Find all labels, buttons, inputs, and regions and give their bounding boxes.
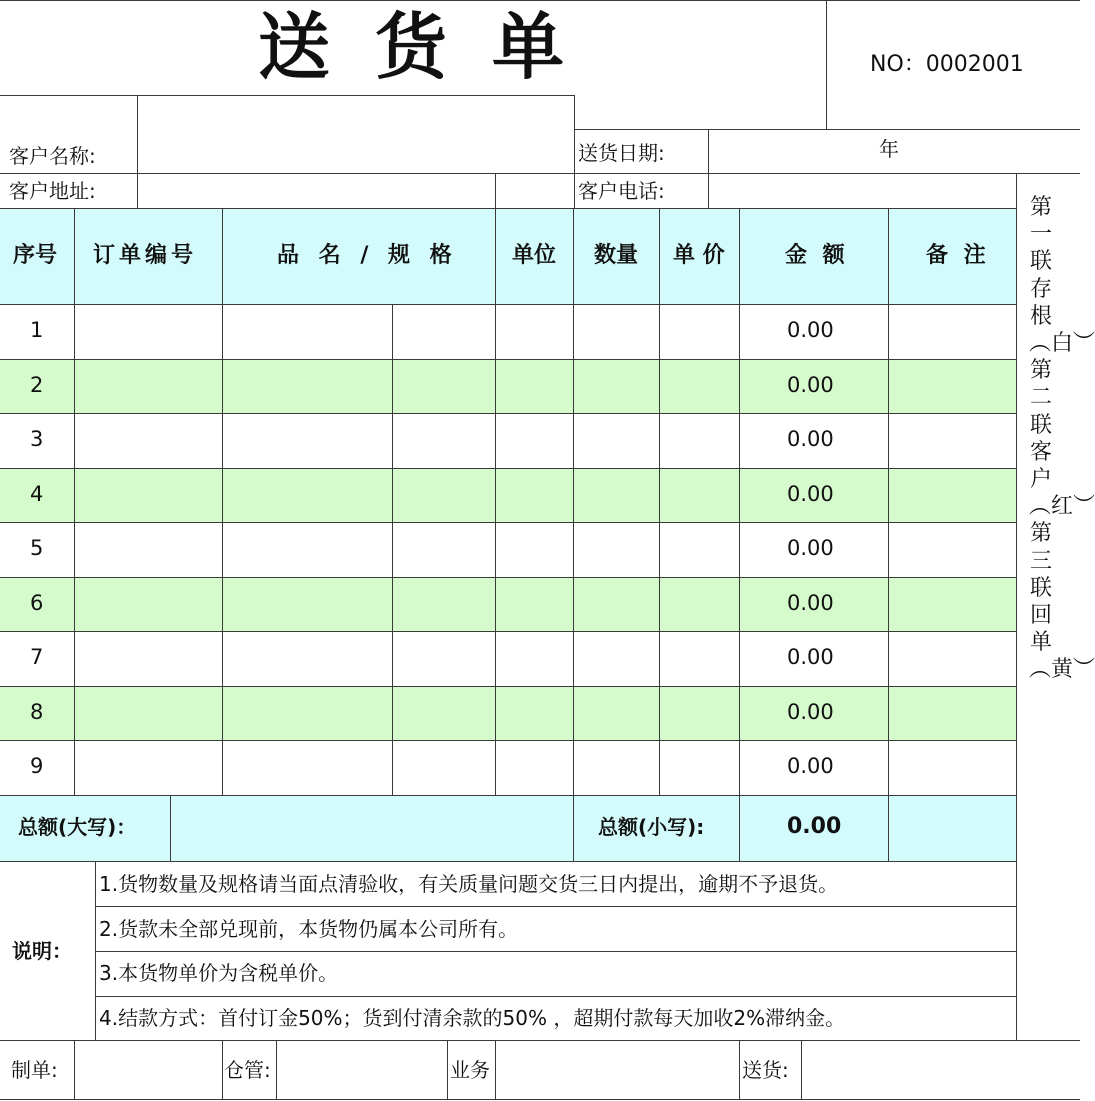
col-header-name-spec: 品 名 / 规 格: [277, 243, 458, 268]
grid-line: [739, 208, 740, 861]
grid-line: [95, 996, 1016, 997]
row-amount: 0.00: [787, 482, 834, 506]
grid-line: [739, 1040, 740, 1099]
row-seq: 1: [30, 318, 44, 342]
total-uppercase-label: 总额(大写)：: [18, 815, 137, 839]
document-title-char: 送: [258, 5, 337, 89]
grid-line: [0, 208, 1016, 209]
col-header-qty: 数量: [594, 243, 639, 268]
note-item: 4.结款方式：首付订金50%；货到付清余款的50% ，超期付款每天加收2%滞纳金。: [99, 1006, 846, 1030]
signature-warehouse-label: 仓管:: [224, 1058, 271, 1082]
row-amount: 0.00: [787, 700, 834, 724]
total-lowercase-label: 总额(小写):: [598, 815, 705, 839]
grid-line: [95, 861, 96, 1040]
col-header-order-no: 订单编号: [93, 243, 198, 268]
col-header-unit: 单位: [512, 243, 557, 268]
total-lowercase-value: 0.00: [787, 814, 842, 839]
copy-distribution-note: 第一联存根︵白︶第二联客户︵红︶第三联回单︵黄︶: [1029, 195, 1095, 683]
grid-line: [0, 577, 1016, 578]
signature-delivery-label: 送货:: [742, 1058, 789, 1082]
grid-line: [0, 413, 1016, 414]
grid-line: [0, 468, 1016, 469]
row-seq: 5: [30, 536, 44, 560]
row-amount: 0.00: [787, 318, 834, 342]
customer-name-label: 客户名称:: [9, 144, 96, 168]
grid-line: [0, 740, 1016, 741]
row-seq: 2: [30, 373, 44, 397]
note-item: 1.货物数量及规格请当面点清验收，有关质量问题交货三日内提出，逾期不予退货。: [99, 872, 839, 896]
grid-line: [222, 208, 223, 795]
row-8-fill: [0, 686, 1016, 740]
grid-line: [888, 208, 889, 861]
total-uppercase-field[interactable]: [171, 796, 572, 861]
row-amount: 0.00: [787, 645, 834, 669]
customer-phone-field[interactable]: [709, 174, 1015, 208]
row-amount: 0.00: [787, 427, 834, 451]
row-6-fill: [0, 577, 1016, 631]
document-title-char: 单: [492, 5, 571, 89]
row-seq: 4: [30, 482, 44, 506]
note-item: 2.货款未全部兑现前，本货物仍属本公司所有。: [99, 917, 519, 941]
signature-business-label: 业务: [450, 1058, 490, 1082]
grid-line: [0, 1099, 1080, 1100]
col-header-amount: 金 额: [785, 243, 849, 268]
row-seq: 3: [30, 427, 44, 451]
customer-name-field[interactable]: [138, 96, 573, 173]
grid-line: [801, 1040, 802, 1099]
grid-line: [0, 631, 1016, 632]
row-seq: 8: [30, 700, 44, 724]
customer-phone-label: 客户电话:: [578, 179, 665, 203]
grid-line: [573, 208, 574, 861]
row-seq: 6: [30, 591, 44, 615]
customer-address-field[interactable]: [138, 174, 494, 208]
grid-line: [0, 522, 1016, 523]
signature-maker-label: 制单:: [11, 1058, 58, 1082]
row-amount: 0.00: [787, 591, 834, 615]
grid-line: [659, 208, 660, 795]
row-seq: 9: [30, 754, 44, 778]
row-4-fill: [0, 468, 1016, 522]
grid-line: [74, 208, 75, 795]
delivery-date-label: 送货日期:: [578, 141, 665, 165]
grid-line: [826, 0, 827, 129]
row-amount: 0.00: [787, 754, 834, 778]
grid-line: [276, 1040, 277, 1099]
col-header-unit-price: 单 价: [673, 243, 725, 268]
grid-line: [0, 686, 1016, 687]
grid-line: [1016, 173, 1017, 1040]
document-number: NO：0002001: [870, 52, 1024, 77]
grid-line: [574, 129, 1080, 130]
note-item: 3.本货物单价为含税单价。: [99, 961, 339, 985]
grid-line: [74, 1040, 75, 1099]
row-amount: 0.00: [787, 373, 834, 397]
grid-line: [0, 861, 1016, 862]
grid-line: [0, 1040, 1080, 1041]
notes-label: 说明：: [12, 939, 72, 963]
grid-line: [495, 1040, 496, 1099]
grid-line: [447, 1040, 448, 1099]
year-label: 年: [879, 137, 899, 161]
grid-line: [0, 0, 1080, 1]
row-seq: 7: [30, 645, 44, 669]
grid-line: [392, 304, 393, 795]
grid-line: [222, 1040, 223, 1099]
row-2-fill: [0, 359, 1016, 413]
customer-address-label: 客户地址:: [9, 179, 96, 203]
grid-line: [0, 359, 1016, 360]
grid-line: [95, 951, 1016, 952]
grid-line: [0, 304, 1016, 305]
col-header-seq: 序号: [13, 243, 58, 268]
grid-line: [574, 95, 575, 208]
grid-line: [95, 906, 1016, 907]
col-header-remark: 备 注: [926, 243, 990, 268]
document-title-char: 货: [375, 5, 454, 89]
grid-line: [495, 208, 496, 795]
row-amount: 0.00: [787, 536, 834, 560]
grid-line: [495, 173, 496, 208]
